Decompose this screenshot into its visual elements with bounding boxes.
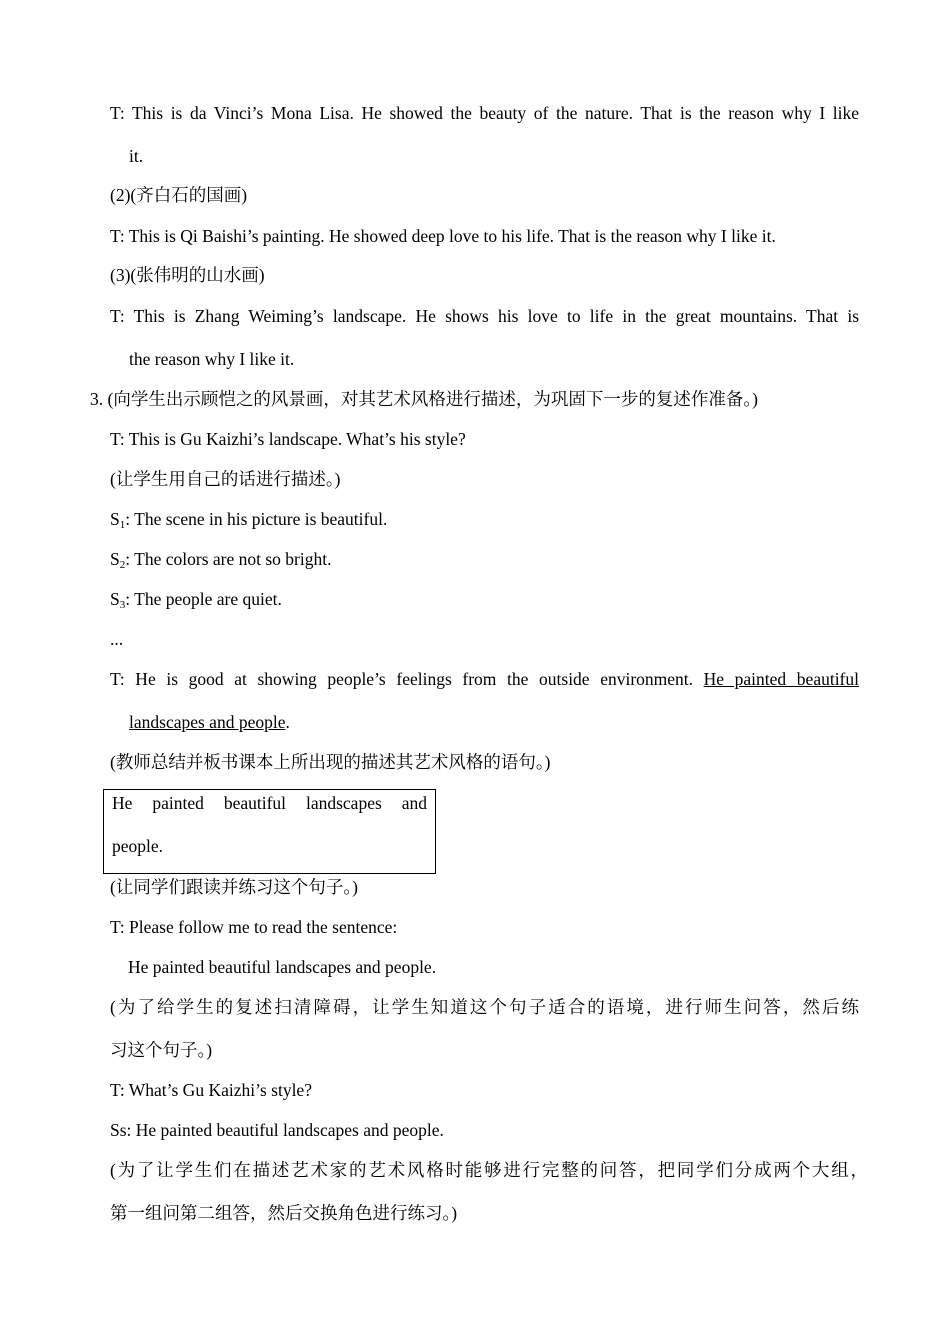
- note-blackboard: (教师总结并板书课本上所出现的描述其艺术风格的语句。): [110, 752, 551, 772]
- model-sentence: He painted beautiful landscapes and people.: [128, 957, 437, 977]
- dialogue-line-continuation: landscapes and people.: [129, 712, 290, 732]
- box-text-line-1: He painted beautiful landscapes and: [112, 793, 427, 813]
- dialogue-line-answer: Ss: He painted beautiful landscapes and people.: [110, 1120, 444, 1140]
- student-line-1: $S_1$: The scene in his picture is beautiful.: [110, 509, 388, 531]
- dialogue-line-question: T: What’s Gu Kaizhi’s style?: [110, 1080, 312, 1100]
- dialogue-line-continuation: the reason why I like it.: [129, 349, 295, 369]
- underlined-phrase: He painted beautiful: [703, 669, 859, 689]
- note-qi-baishi: (2)(齐白石的国画): [110, 185, 248, 205]
- dialogue-line-zhang-weiming: T: This is Zhang Weiming’s landscape. He shows his love to life in the great mountains. That is: [110, 306, 859, 326]
- dialogue-line-gu-kaizhi: T: This is Gu Kaizhi’s landscape. What’s his style?: [110, 429, 466, 449]
- note-follow-read: (让同学们跟读并练习这个句子。): [110, 877, 358, 897]
- step-3-heading: 3. (向学生出示顾恺之的风景画，对其艺术风格进行描述，为巩固下一步的复述作准备。): [90, 389, 758, 409]
- student-line-2: $S_2$: The colors are not so bright.: [110, 549, 332, 571]
- note-zhang-weiming: (3)(张伟明的山水画): [110, 265, 265, 285]
- note-group-practice-continuation: 第一组问第二组答，然后交换角色进行练习。): [110, 1203, 458, 1223]
- note-group-practice: (为了让学生们在描述艺术家的艺术风格时能够进行完整的问答，把同学们分成两个大组，: [110, 1160, 868, 1180]
- dialogue-line-teacher-summary: T: He is good at showing people’s feelings from the outside environment. He painted beautiful: [110, 669, 859, 689]
- note-context: (为了给学生的复述扫清障碍，让学生知道这个句子适合的语境，进行师生问答，然后练: [110, 997, 859, 1017]
- dialogue-line-qi-baishi: T: This is Qi Baishi’s painting. He showed deep love to his life. That is the reason why I like it.: [110, 226, 776, 246]
- note-context-continuation: 习这个句子。): [110, 1040, 213, 1060]
- dialogue-line-continuation: it.: [129, 146, 144, 166]
- dialogue-line-follow-me: T: Please follow me to read the sentence:: [110, 917, 398, 937]
- note-describe: (让学生用自己的话进行描述。): [110, 469, 341, 489]
- student-line-3: $S_3$: The people are quiet.: [110, 589, 282, 611]
- ellipsis: ...: [110, 629, 124, 649]
- box-text-line-2: people.: [112, 836, 164, 856]
- underlined-phrase: landscapes and people: [129, 712, 286, 732]
- dialogue-line-mona-lisa: T: This is da Vinci’s Mona Lisa. He showed the beauty of the nature. That is the reason why I like: [110, 103, 859, 123]
